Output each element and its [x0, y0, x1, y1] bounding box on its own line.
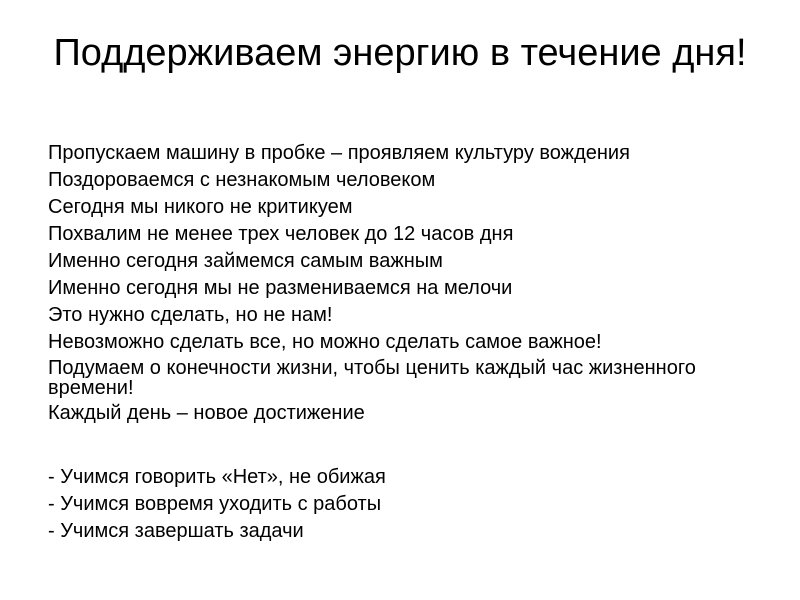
- list-item: Сегодня мы никого не критикуем: [48, 196, 353, 218]
- list-item: Это нужно сделать, но не нам!: [48, 304, 333, 326]
- list-item: Похвалим не менее трех человек до 12 часов дня: [48, 223, 514, 245]
- list-item: Именно сегодня мы не размениваемся на мелочи: [48, 277, 513, 299]
- list-item: Поздороваемся с незнакомым человеком: [48, 169, 436, 191]
- main-list: [48, 142, 768, 429]
- list-item: Именно сегодня займемся самым важным: [48, 250, 443, 272]
- list-item: Подумаем о конечности жизни, чтобы ценить каждый час жизненного времени!: [48, 357, 696, 399]
- list-item: Пропускаем машину в пробке – проявляем культуру вождения: [48, 142, 630, 164]
- dash-list-item: - Учимся вовремя уходить с работы: [48, 493, 382, 515]
- list-item: Невозможно сделать все, но можно сделать самое важное!: [48, 331, 602, 353]
- slide-title: Поддерживаем энергию в течение дня!: [53, 32, 747, 74]
- dash-list-item: - Учимся завершать задачи: [48, 520, 304, 542]
- list-item: Каждый день – новое достижение: [48, 402, 365, 424]
- dash-list-item: - Учимся говорить «Нет», не обижая: [48, 466, 386, 488]
- dash-list: [48, 466, 768, 547]
